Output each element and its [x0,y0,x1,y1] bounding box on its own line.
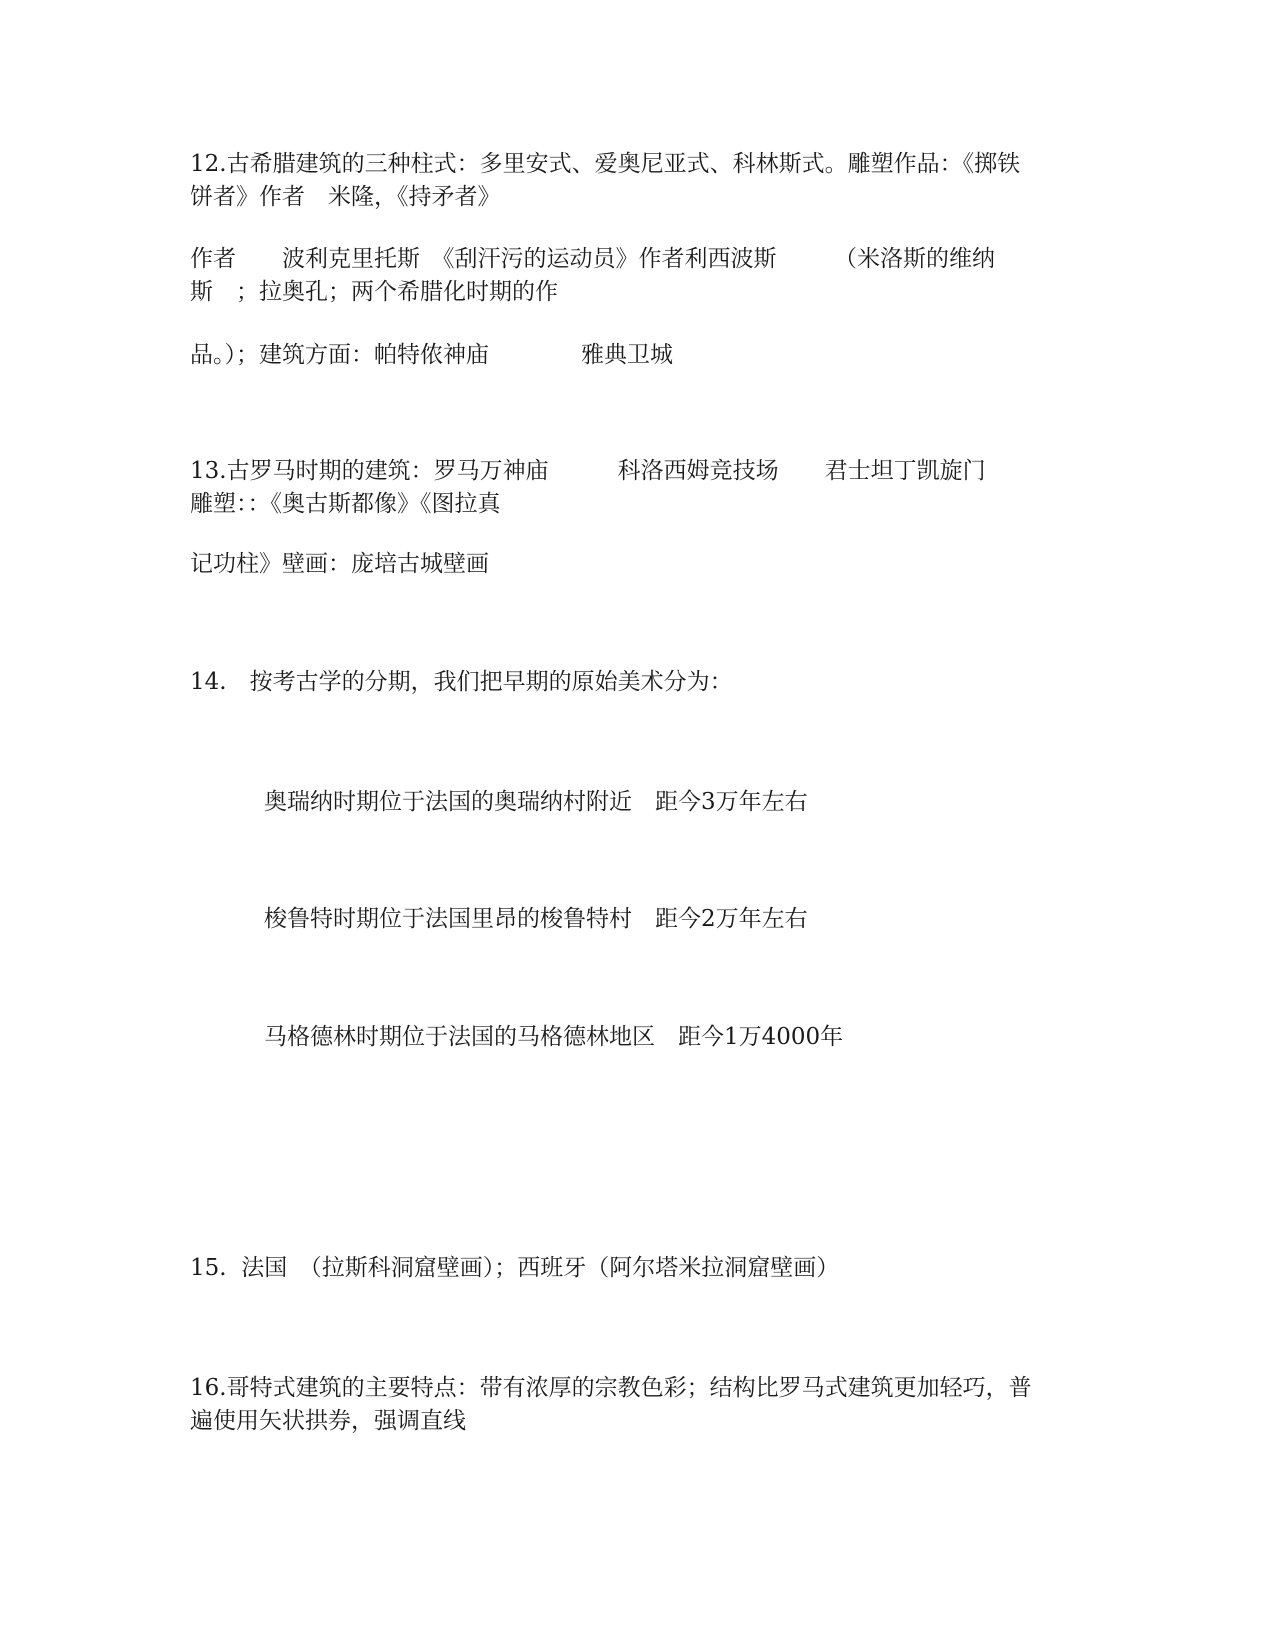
text-line: 12.古希腊建筑的三种柱式：多里安式、爱奥尼亚式、科林斯式。雕塑作品：《掷铁 [190,151,1021,177]
text-line: 奥瑞纳时期位于法国的奥瑞纳村附近 距今3万年左右 [264,789,808,815]
text-line: 15. 法国 （拉斯科洞窟壁画）；西班牙（阿尔塔米拉洞窟壁画） [190,1255,840,1281]
text-line: 雕塑：：《奥古斯都像》《图拉真 [190,491,501,517]
text-line: 记功柱》壁画：庞培古城壁画 [190,551,489,577]
text-line: 马格德林时期位于法国的马格德林地区 距今1万4000年 [264,1024,844,1050]
text-line: 16.哥特式建筑的主要特点：带有浓厚的宗教色彩；结构比罗马式建筑更加轻巧，普 [190,1375,1032,1401]
text-line: 遍使用矢状拱券，强调直线 [190,1408,466,1434]
text-line: 饼者》作者 米隆，《持矛者》 [190,184,501,210]
text-line: 13.古罗马时期的建筑：罗马万神庙 科洛西姆竞技场 君士坦丁凯旋门 [190,458,986,484]
text-line: 14. 按考古学的分期，我们把早期的原始美术分为： [190,669,733,695]
text-line: 斯 ；拉奥孔；两个希腊化时期的作 [190,279,558,305]
text-line: 品。）；建筑方面：帕特侬神庙 雅典卫城 [190,342,673,368]
text-line: 作者 波利克里托斯 《刮汗污的运动员》作者利西波斯 （米洛斯的维纳 [190,246,995,272]
text-line: 梭鲁特时期位于法国里昂的梭鲁特村 距今2万年左右 [264,906,808,932]
